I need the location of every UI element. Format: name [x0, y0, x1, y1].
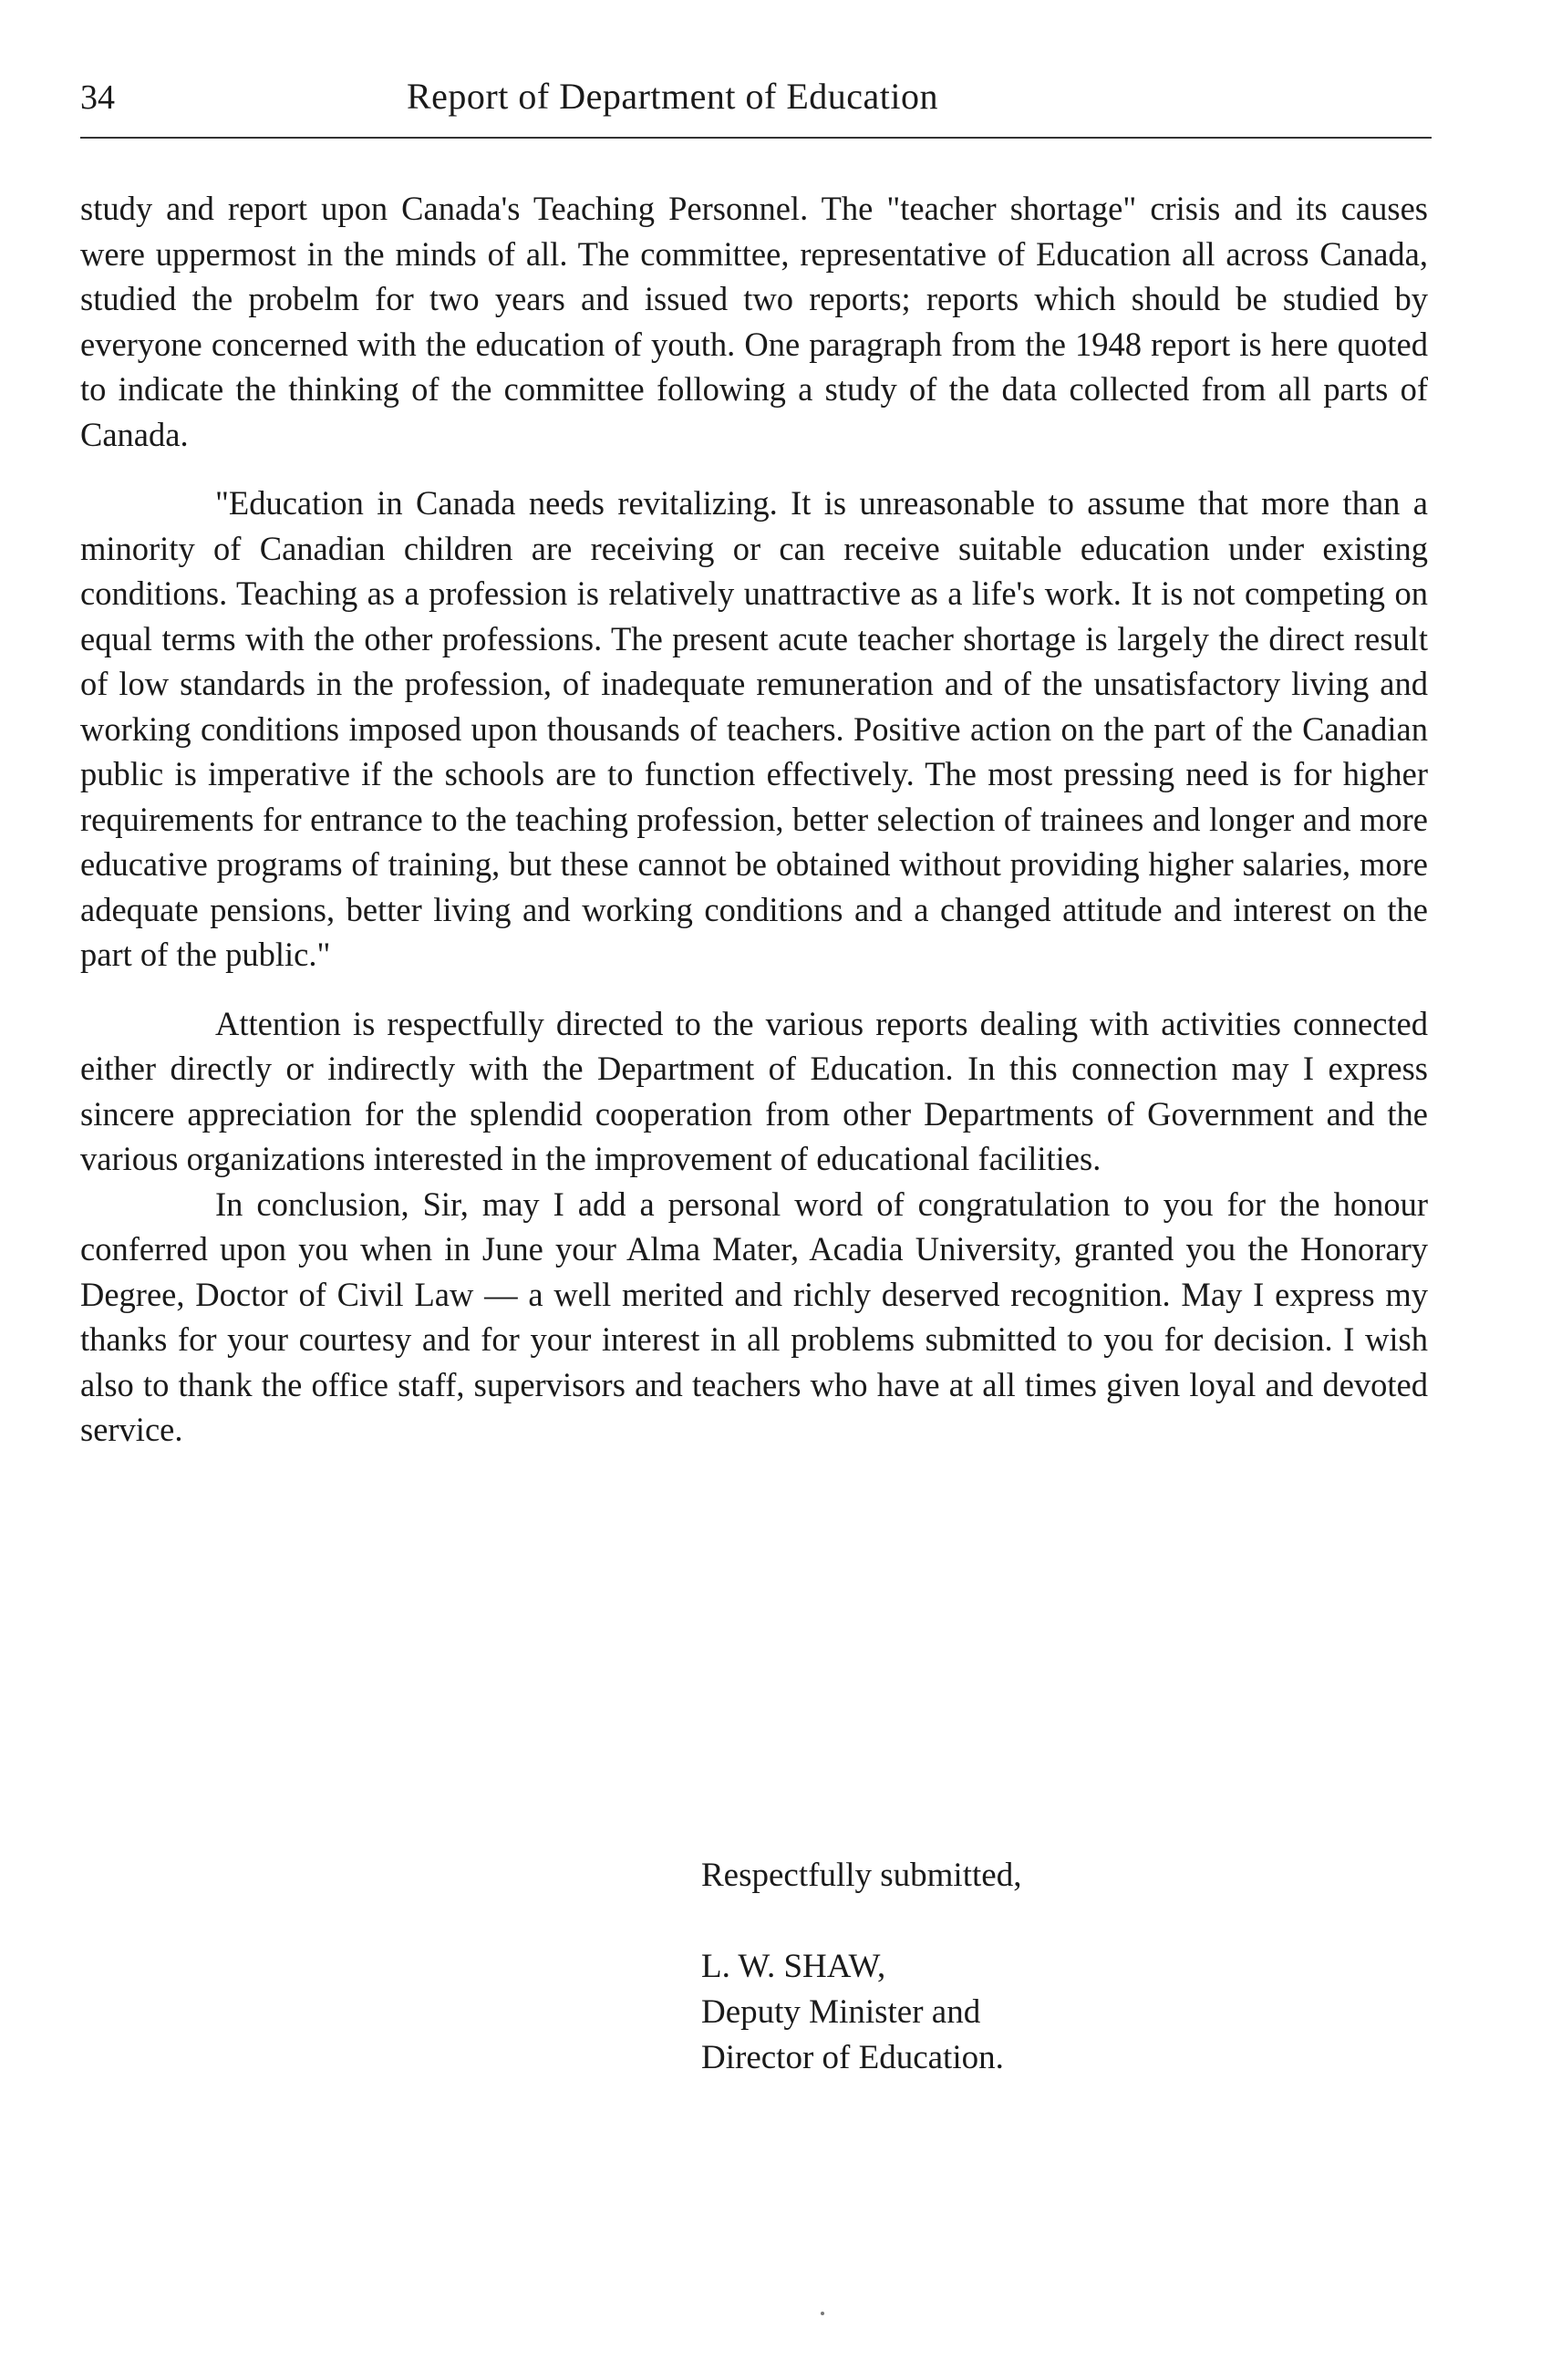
signatory-name: L. W. SHAW, — [701, 1948, 886, 1985]
page-number: 34 — [80, 78, 115, 117]
running-title: Report of Department of Education — [407, 76, 938, 117]
signature-gap — [701, 1899, 1021, 1944]
scan-speck — [821, 2312, 824, 2315]
paragraph-quotation: "Education in Canada needs revitalizing. It is unreasonable to assume that more than a minority of Canadian children are receiving or can receive suitable education under existing conditions. Teaching as a profession is relatively unattractive as a life's work. It is not competing on equal terms with the other professions. The present acute teacher shortage is largely the direct result of low standards in the profession, of inadequate remuneration and of the unsatisfactory living and working conditions imposed upon thousands of teachers. Positive action on the part of the Canadian public is imperative if the schools are to function effectively. The most pressing need is for higher requirements for entrance to the teaching profession, better selection of trainees and longer and more educative programs of training, but these cannot be obtained without providing higher salaries, more adequate pensions, better living and working conditions and a changed attitude and interest on the part of the public." — [80, 484, 1428, 973]
signatory-title-line-2: Director of Education. — [701, 2039, 1004, 2076]
signature-block — [701, 1853, 1021, 2081]
body-text — [80, 186, 1428, 1453]
paragraph-continuation: study and report upon Canada's Teaching Personnel. The "teacher shortage" crisis and its causes were uppermost in the minds of all. The committee, representative of Education all across Canada, studied the probelm for two years and issued two reports; reports which should be studied by everyone concerned with the education of youth. One paragraph from the 1948 report is here quoted to indicate the thinking of the committee following a study of the data collected from all parts of Canada. — [80, 190, 1428, 453]
signatory-title-line-1: Deputy Minister and — [701, 1993, 981, 2031]
paragraph-attention: Attention is respectfully directed to the various reports dealing with activities connected either directly or indirectly with the Department of Education. In this connection may I express sincere appreciation for the splendid cooperation from other Departments of Government and the various organizations interested in the improvement of educational facilities. — [80, 1004, 1428, 1177]
header-rule — [80, 137, 1432, 139]
page-header — [80, 75, 1432, 131]
closing-salutation: Respectfully submitted, — [701, 1857, 1022, 1894]
paragraph-conclusion: In conclusion, Sir, may I add a personal word of congratulation to you for the honour conferred upon you when in June your Alma Mater, Acadia University, granted you the Honorary Degree, Doctor of Civil Law — a well merited and richly deserved recognition. May I express my thanks for your courtesy and for your interest in all problems submitted to you for decision. I wish also to thank the office staff, supervisors and teachers who have at all times given loyal and devoted service. — [80, 1185, 1428, 1448]
